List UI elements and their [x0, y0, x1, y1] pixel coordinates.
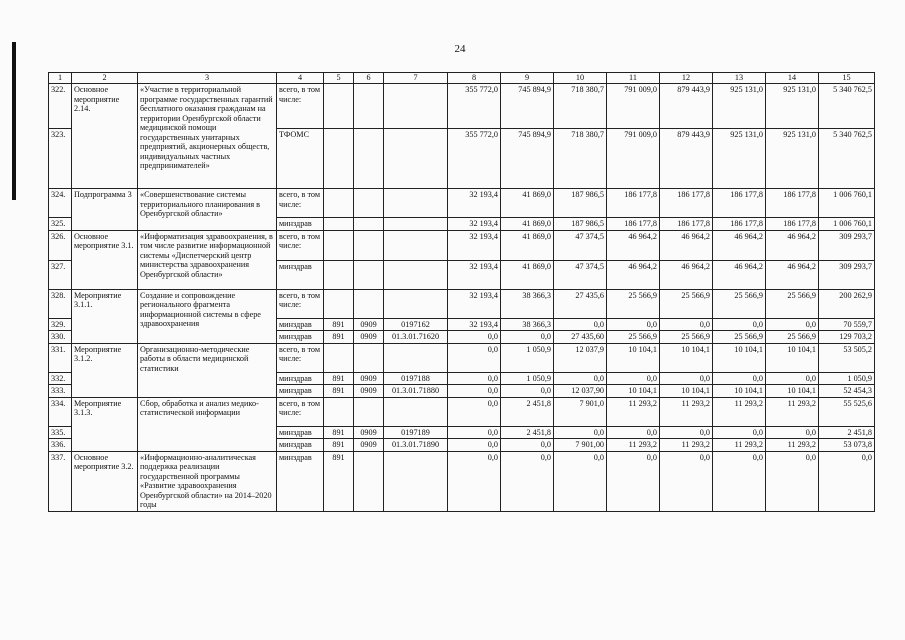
table-cell: 10 104,1	[607, 385, 660, 398]
table-cell: 200 262,9	[819, 289, 875, 318]
table-cell: 11 293,2	[713, 397, 766, 426]
table-cell: 325.	[49, 218, 72, 231]
table-cell: 323.	[49, 129, 72, 189]
header-cell: 3	[138, 73, 277, 84]
header-cell: 6	[354, 73, 384, 84]
table-cell: минздрав	[277, 426, 324, 439]
table-cell: 11 293,2	[660, 439, 713, 452]
table-cell: 2 451,8	[819, 426, 875, 439]
table-cell: «Информационно-аналитическая поддержка реализации государственной программы «Развитие здравоохранения Оренбургской области» на 2014–2020 годы	[138, 451, 277, 511]
table-cell: 32 193,4	[448, 260, 501, 289]
table-cell: 745 894,9	[501, 129, 554, 189]
table-cell: 925 131,0	[713, 84, 766, 129]
table-cell: 336.	[49, 439, 72, 452]
table-cell: 0197162	[384, 318, 448, 331]
table-cell	[354, 343, 384, 372]
table-cell: 0,0	[448, 439, 501, 452]
table-cell	[384, 260, 448, 289]
table-cell: 01.3.01.71890	[384, 439, 448, 452]
table-cell: 32 193,4	[448, 230, 501, 260]
table-cell	[384, 397, 448, 426]
table-cell: 0,0	[660, 451, 713, 511]
table-row	[49, 230, 875, 260]
table-cell: 10 104,1	[607, 343, 660, 372]
table-cell: 53 073,8	[819, 439, 875, 452]
table-cell: 46 964,2	[713, 260, 766, 289]
table-cell: 355 772,0	[448, 129, 501, 189]
table-cell: 0,0	[501, 451, 554, 511]
table-cell	[384, 218, 448, 231]
table-cell: 47 374,5	[554, 230, 607, 260]
table-cell: 0,0	[554, 451, 607, 511]
table-cell: 891	[324, 439, 354, 452]
table-cell: 187 986,5	[554, 218, 607, 231]
table-cell: 0,0	[448, 372, 501, 385]
table-cell: 7 901,00	[554, 439, 607, 452]
table-cell	[354, 451, 384, 511]
table-cell: «Информатизация здравоохранения, в том числе развитие информационной системы «Диспетчерский центр министерства здравоохранения Оренбургской области»	[138, 230, 277, 289]
table-cell: 0,0	[448, 426, 501, 439]
table-cell: 891	[324, 426, 354, 439]
table-cell: 0,0	[607, 426, 660, 439]
table-cell: 745 894,9	[501, 84, 554, 129]
table-cell: 10 104,1	[766, 385, 819, 398]
table-cell: 309 293,7	[819, 260, 875, 289]
table-row	[49, 451, 875, 511]
scan-margin-mark	[12, 42, 16, 200]
table-cell: минздрав	[277, 451, 324, 511]
table-cell: 186 177,8	[766, 218, 819, 231]
table-cell: 891	[324, 331, 354, 344]
table-cell	[384, 230, 448, 260]
table-cell: 47 374,5	[554, 260, 607, 289]
table-cell: 0,0	[766, 451, 819, 511]
table-cell: 324.	[49, 189, 72, 218]
table-cell: 925 131,0	[766, 84, 819, 129]
table-cell: 718 380,7	[554, 129, 607, 189]
table-cell: 1 006 760,1	[819, 189, 875, 218]
table-cell: 2 451,8	[501, 426, 554, 439]
table-cell: 0,0	[448, 451, 501, 511]
table-cell: 46 964,2	[766, 230, 819, 260]
table-cell: всего, в том числе:	[277, 343, 324, 372]
table-cell: 10 104,1	[766, 343, 819, 372]
table-cell	[384, 343, 448, 372]
table-cell: 925 131,0	[713, 129, 766, 189]
header-cell: 11	[607, 73, 660, 84]
table-cell: 0909	[354, 372, 384, 385]
header-cell: 13	[713, 73, 766, 84]
table-cell: всего, в том числе:	[277, 289, 324, 318]
table-cell: 11 293,2	[713, 439, 766, 452]
table-cell: минздрав	[277, 318, 324, 331]
table-cell: 27 435,60	[554, 331, 607, 344]
table-cell: 186 177,8	[607, 218, 660, 231]
table-cell	[324, 230, 354, 260]
header-cell: 15	[819, 73, 875, 84]
table-cell: 46 964,2	[660, 260, 713, 289]
table-cell: 12 037,90	[554, 385, 607, 398]
table-cell: всего, в том числе:	[277, 189, 324, 218]
table-cell	[324, 343, 354, 372]
header-row	[49, 73, 875, 84]
table-cell: 0,0	[766, 318, 819, 331]
table-cell: 326.	[49, 230, 72, 260]
table-row	[49, 84, 875, 129]
table-cell: 1 050,9	[501, 343, 554, 372]
table-cell: 46 964,2	[607, 230, 660, 260]
table-cell: 337.	[49, 451, 72, 511]
table-cell: 332.	[49, 372, 72, 385]
table-cell: 25 566,9	[766, 331, 819, 344]
table-cell: 331.	[49, 343, 72, 372]
table-cell: 0,0	[554, 426, 607, 439]
table-cell: Основное мероприятие 3.1.	[72, 230, 138, 289]
table-cell: 11 293,2	[766, 439, 819, 452]
table-cell: 879 443,9	[660, 129, 713, 189]
table-cell	[324, 260, 354, 289]
table-cell	[384, 189, 448, 218]
table-cell: минздрав	[277, 260, 324, 289]
table-cell: ТФОМС	[277, 129, 324, 189]
table-cell: Мероприятие 3.1.2.	[72, 343, 138, 397]
table-cell: Мероприятие 3.1.3.	[72, 397, 138, 451]
table-cell: 25 566,9	[660, 289, 713, 318]
table-cell: 25 566,9	[713, 289, 766, 318]
table-cell: минздрав	[277, 439, 324, 452]
table-cell	[354, 129, 384, 189]
table-cell: 891	[324, 385, 354, 398]
table-cell: 0,0	[713, 318, 766, 331]
table-cell: 322.	[49, 84, 72, 129]
table-cell: 329.	[49, 318, 72, 331]
table-cell: 11 293,2	[607, 439, 660, 452]
table-cell: 01.3.01.71880	[384, 385, 448, 398]
table-cell	[324, 129, 354, 189]
table-cell: 0,0	[660, 318, 713, 331]
table-cell: 0,0	[448, 331, 501, 344]
table-cell	[384, 289, 448, 318]
table-cell	[354, 260, 384, 289]
header-cell: 1	[49, 73, 72, 84]
table-cell: 11 293,2	[607, 397, 660, 426]
table-cell	[384, 451, 448, 511]
table-cell: 187 986,5	[554, 189, 607, 218]
table-cell	[354, 289, 384, 318]
table-cell	[354, 230, 384, 260]
table-cell: 335.	[49, 426, 72, 439]
table-cell: 186 177,8	[713, 218, 766, 231]
table-cell: 0,0	[607, 318, 660, 331]
table-cell: 355 772,0	[448, 84, 501, 129]
table-cell: 25 566,9	[713, 331, 766, 344]
header-cell: 10	[554, 73, 607, 84]
table-cell: 52 454,3	[819, 385, 875, 398]
table-cell: 129 703,2	[819, 331, 875, 344]
table-cell: 41 869,0	[501, 260, 554, 289]
table-cell: 0,0	[766, 426, 819, 439]
table-cell: 0,0	[713, 372, 766, 385]
table-cell: 46 964,2	[607, 260, 660, 289]
table-cell: Основное мероприятие 3.2.	[72, 451, 138, 511]
table-cell: 12 037,9	[554, 343, 607, 372]
table-cell: Мероприятие 3.1.1.	[72, 289, 138, 343]
table-cell: Основное мероприятие 2.14.	[72, 84, 138, 189]
table-cell: 333.	[49, 385, 72, 398]
table-cell	[354, 84, 384, 129]
table-cell: 38 366,3	[501, 289, 554, 318]
table-cell: 186 177,8	[660, 218, 713, 231]
table-cell: 32 193,4	[448, 218, 501, 231]
table-cell: 334.	[49, 397, 72, 426]
budget-table	[48, 72, 875, 512]
table-cell	[324, 218, 354, 231]
table-cell: 7 901,0	[554, 397, 607, 426]
table-cell	[354, 189, 384, 218]
table-cell: 55 525,6	[819, 397, 875, 426]
table-cell: 0,0	[607, 372, 660, 385]
header-cell: 5	[324, 73, 354, 84]
table-cell: 1 050,9	[501, 372, 554, 385]
table-cell	[354, 397, 384, 426]
table-cell: 46 964,2	[713, 230, 766, 260]
table-cell: 10 104,1	[713, 343, 766, 372]
table-cell: 330.	[49, 331, 72, 344]
table-cell: 32 193,4	[448, 289, 501, 318]
table-cell: 891	[324, 372, 354, 385]
table-cell: 41 869,0	[501, 218, 554, 231]
table-cell: Подпрограмма 3	[72, 189, 138, 231]
table-cell: 27 435,6	[554, 289, 607, 318]
table-cell: всего, в том числе:	[277, 84, 324, 129]
table-cell: 186 177,8	[660, 189, 713, 218]
table-cell: 328.	[49, 289, 72, 318]
header-cell: 14	[766, 73, 819, 84]
table-cell: 891	[324, 451, 354, 511]
table-cell	[324, 189, 354, 218]
table-cell: 0909	[354, 385, 384, 398]
table-cell: 11 293,2	[766, 397, 819, 426]
table-cell: минздрав	[277, 372, 324, 385]
table-row	[49, 289, 875, 318]
table-cell: 0,0	[448, 343, 501, 372]
table-cell: 0909	[354, 318, 384, 331]
table-cell: 32 193,4	[448, 318, 501, 331]
table-cell: 0909	[354, 426, 384, 439]
header-cell: 12	[660, 73, 713, 84]
table-cell: 41 869,0	[501, 189, 554, 218]
table-cell: 0,0	[448, 397, 501, 426]
table-cell: 1 050,9	[819, 372, 875, 385]
table-cell	[384, 129, 448, 189]
table-cell: 879 443,9	[660, 84, 713, 129]
table-cell	[324, 397, 354, 426]
table-row	[49, 343, 875, 372]
table-cell: 11 293,2	[660, 397, 713, 426]
table-cell: 2 451,8	[501, 397, 554, 426]
table-cell: 718 380,7	[554, 84, 607, 129]
table-cell: 0197189	[384, 426, 448, 439]
table-cell: 53 505,2	[819, 343, 875, 372]
table-cell: 791 009,0	[607, 129, 660, 189]
table-cell: 0,0	[713, 426, 766, 439]
table-cell	[384, 84, 448, 129]
table-cell: 25 566,9	[607, 289, 660, 318]
table-cell: 0,0	[501, 439, 554, 452]
table-cell	[324, 84, 354, 129]
table-cell: 0,0	[607, 451, 660, 511]
table-cell: 186 177,8	[766, 189, 819, 218]
table-cell: 891	[324, 318, 354, 331]
header-cell: 7	[384, 73, 448, 84]
table-cell: 0,0	[554, 318, 607, 331]
table-cell: 10 104,1	[660, 385, 713, 398]
table-cell: 925 131,0	[766, 129, 819, 189]
header-cell: 8	[448, 73, 501, 84]
table-cell: 327.	[49, 260, 72, 289]
table-cell: 10 104,1	[713, 385, 766, 398]
table-cell: 186 177,8	[713, 189, 766, 218]
table-cell: 0,0	[766, 372, 819, 385]
table-cell: 46 964,2	[766, 260, 819, 289]
table-cell: «Совершенствование системы территориального планирования в Оренбургской области»	[138, 189, 277, 231]
table-row	[49, 189, 875, 218]
table-cell: 0197188	[384, 372, 448, 385]
table-cell: 25 566,9	[766, 289, 819, 318]
table-cell: 0,0	[554, 372, 607, 385]
table-cell: 0909	[354, 331, 384, 344]
table-cell: 01.3.01.71620	[384, 331, 448, 344]
table-cell: 5 340 762,5	[819, 84, 875, 129]
page-number: 24	[454, 43, 466, 55]
table-cell: 0,0	[501, 385, 554, 398]
table-cell: 0,0	[501, 331, 554, 344]
table-cell: 1 006 760,1	[819, 218, 875, 231]
table-cell: 38 366,3	[501, 318, 554, 331]
table-cell: 5 340 762,5	[819, 129, 875, 189]
table-cell: 41 869,0	[501, 230, 554, 260]
table-cell	[354, 218, 384, 231]
table-cell: 791 009,0	[607, 84, 660, 129]
table-cell: минздрав	[277, 385, 324, 398]
table-cell: всего, в том числе:	[277, 397, 324, 426]
table-cell: 46 964,2	[660, 230, 713, 260]
table-cell: 0,0	[660, 426, 713, 439]
table-cell: всего, в том числе:	[277, 230, 324, 260]
table-cell: 25 566,9	[660, 331, 713, 344]
table-cell: 186 177,8	[607, 189, 660, 218]
table-cell: 10 104,1	[660, 343, 713, 372]
table-cell: Сбор, обработка и анализ медико-статистической информации	[138, 397, 277, 451]
table-cell	[324, 289, 354, 318]
table-cell: 0,0	[660, 372, 713, 385]
table-cell: Организационно-методические работы в области медицинской статистики	[138, 343, 277, 397]
table-cell: 309 293,7	[819, 230, 875, 260]
table-cell: минздрав	[277, 218, 324, 231]
table-cell: 25 566,9	[607, 331, 660, 344]
table-cell: 0,0	[819, 451, 875, 511]
table-cell: «Участие в территориальной программе государственных гарантий бесплатного оказания гражданам на территории Оренбургской области медицинской помощи государственных унитарных предприятий, акционерных обществ, индивидуальных частных предпринимателей»	[138, 84, 277, 189]
table-cell: 0909	[354, 439, 384, 452]
table-cell: 70 559,7	[819, 318, 875, 331]
table-cell: 32 193,4	[448, 189, 501, 218]
table-cell: 0,0	[448, 385, 501, 398]
header-cell: 9	[501, 73, 554, 84]
table-cell: 0,0	[713, 451, 766, 511]
table-cell: минздрав	[277, 331, 324, 344]
table-cell: Создание и сопровождение регионального фрагмента информационной системы в сфере здравоохранения	[138, 289, 277, 343]
header-cell: 4	[277, 73, 324, 84]
header-cell: 2	[72, 73, 138, 84]
table-row	[49, 397, 875, 426]
